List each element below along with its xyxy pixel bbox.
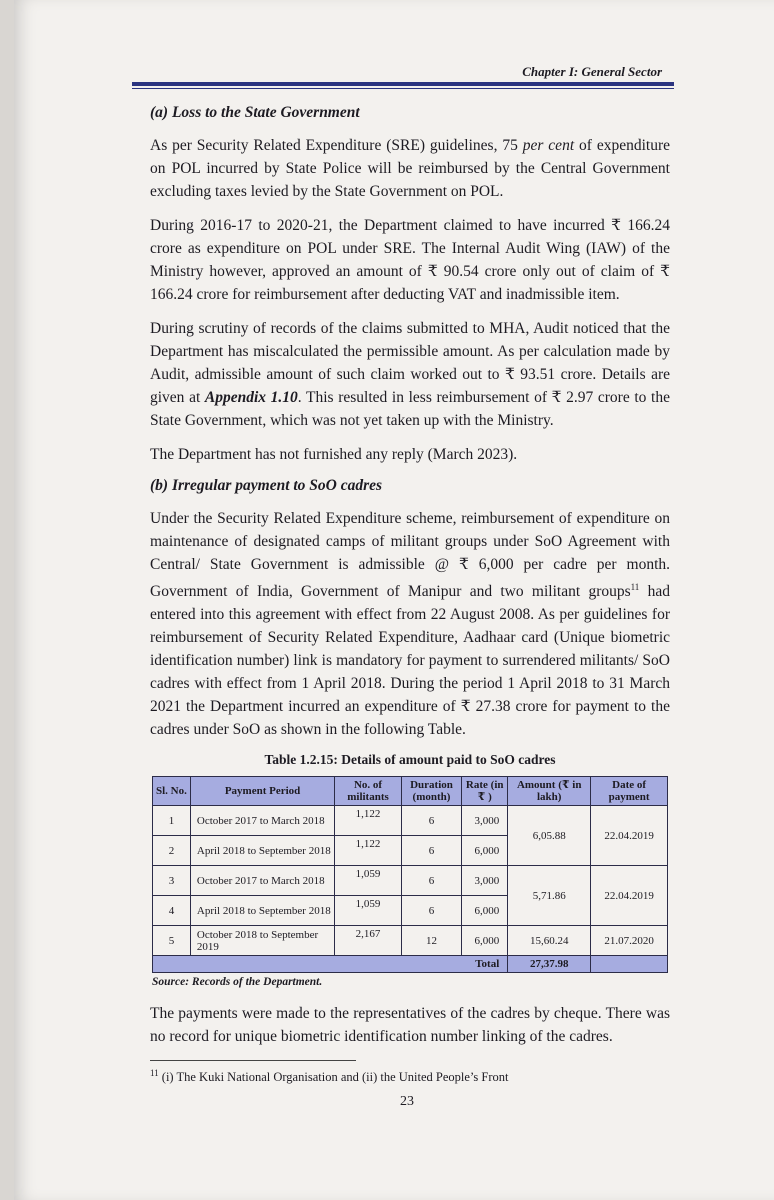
- chapter-header: Chapter I: General Sector: [522, 64, 662, 79]
- cell-period: October 2018 to September 2019: [190, 926, 334, 956]
- appendix-reference[interactable]: Appendix 1.10: [204, 389, 298, 406]
- col-militants: No. of militants: [335, 777, 402, 806]
- cell-sl: 3: [153, 866, 191, 896]
- cell-sl: 5: [153, 926, 191, 956]
- cell-duration: 12: [401, 926, 461, 956]
- text: During scrutiny of records of the claims submitted to MHA, Audit noticed that the Department has miscalculated the permissible amount. As per calculation made by Audit, admissible amount of such claim worked out to ₹ 93.51 crore. Details are given at: [150, 320, 670, 406]
- cell-rate: 3,000: [462, 866, 508, 896]
- page-content: [150, 104, 670, 1059]
- per-cent-italic: per cent: [522, 137, 575, 154]
- cell-militants: 2,167: [335, 926, 402, 956]
- footnote-number: 11: [150, 1068, 159, 1078]
- section-b-heading: (b) Irregular payment to SoO cadres: [150, 477, 383, 494]
- footnote-rule: [150, 1060, 356, 1061]
- table-row: [153, 926, 668, 956]
- cell-duration: 6: [401, 866, 461, 896]
- cell-date: 22.04.2019: [591, 806, 668, 866]
- footnote-text: (i) The Kuki National Organisation and (ii) the United People’s Front: [161, 1070, 509, 1085]
- page-number: 23: [400, 1094, 414, 1109]
- cell-amount: 5,71.86: [508, 866, 591, 926]
- cell-duration: 6: [401, 806, 461, 836]
- header-rule-thin: [132, 88, 674, 89]
- col-amount: Amount (₹ in lakh): [508, 777, 591, 806]
- paragraph-pol-claim: During 2016-17 to 2020-21, the Department claimed to have incurred ₹ 166.24 crore as expenditure on POL under SRE. The Internal Audit Wing (IAW) of the Ministry however, approved an amount of ₹ 90.54 crore only out of claim of ₹ 166.24 crore for reimbursement after deducting VAT and inadmissible item.: [150, 217, 670, 303]
- col-period: Payment Period: [190, 777, 334, 806]
- cell-duration: 6: [401, 836, 461, 866]
- cell-sl: 4: [153, 896, 191, 926]
- text: . This resulted in less reimbursement of ₹ 2.97 crore to the State Government, which was not yet taken up with the Ministry.: [150, 389, 670, 429]
- cell-rate: 6,000: [462, 926, 508, 956]
- total-empty: [591, 956, 668, 973]
- col-date: Date of payment: [591, 777, 668, 806]
- table-total-row: [153, 956, 668, 973]
- cell-militants: 1,122: [335, 806, 402, 836]
- paragraph-soo-scheme: [150, 507, 670, 741]
- col-sl: Sl. No.: [153, 777, 191, 806]
- cell-duration: 6: [401, 896, 461, 926]
- paragraph-no-reply: The Department has not furnished any reply (March 2023).: [150, 446, 518, 463]
- text: had entered into this agreement with effect from 22 August 2008. As per guidelines for reimbursement of Security Related Expenditure, Aadhaar card (Unique biometric identification number) link is mandatory for payment to surrendered militants/ SoO cadres with effect from 1 April 2018. During the period 1 April 2018 to 31 March 2021 the Department incurred an expenditure of ₹ 27.38 crore for payment to the cadres under SoO as shown in the following Table.: [150, 583, 670, 739]
- total-label: Total: [153, 956, 508, 973]
- cell-sl: 1: [153, 806, 191, 836]
- header-rule: [132, 82, 674, 86]
- cell-sl: 2: [153, 836, 191, 866]
- cell-militants: 1,059: [335, 866, 402, 896]
- soo-payment-table: [152, 776, 668, 973]
- cell-amount: 6,05.88: [508, 806, 591, 866]
- col-rate: Rate (in ₹ ): [462, 777, 508, 806]
- text: of expenditure on POL incurred by State Police will be reimbursed by the Central Government excluding taxes levied by the State Government on POL.: [150, 137, 670, 200]
- section-a-heading: (a) Loss to the State Government: [150, 104, 360, 121]
- cell-rate: 6,000: [462, 896, 508, 926]
- table-row: [153, 806, 668, 836]
- cell-rate: 6,000: [462, 836, 508, 866]
- cell-period: April 2018 to September 2018: [190, 836, 334, 866]
- footnote: [150, 1068, 509, 1085]
- paragraph-closing: The payments were made to the representatives of the cadres by cheque. There was no record for unique biometric identification number linking of the cadres.: [150, 1005, 670, 1046]
- cell-date: 22.04.2019: [591, 866, 668, 926]
- cell-amount: 15,60.24: [508, 926, 591, 956]
- table-source: Source: Records of the Department.: [152, 976, 323, 989]
- footnote-marker[interactable]: 11: [630, 582, 640, 592]
- document-page: [14, 0, 774, 1200]
- cell-rate: 3,000: [462, 806, 508, 836]
- cell-period: October 2017 to March 2018: [190, 806, 334, 836]
- cell-period: October 2017 to March 2018: [190, 866, 334, 896]
- cell-militants: 1,059: [335, 896, 402, 926]
- text: As per Security Related Expenditure (SRE) guidelines, 75: [150, 137, 523, 154]
- cell-date: 21.07.2020: [591, 926, 668, 956]
- table-title: Table 1.2.15: Details of amount paid to SoO cadres: [264, 752, 556, 768]
- paragraph-audit-scrutiny: [150, 317, 670, 432]
- paragraph-sre-guidelines: [150, 134, 670, 203]
- table-row: [153, 866, 668, 896]
- cell-period: April 2018 to September 2018: [190, 896, 334, 926]
- text: Under the Security Related Expenditure scheme, reimbursement of expenditure on maintenance of designated camps of militant groups under SoO Agreement with Central/ State Government is admissible @ ₹ 6,000 per cadre per month. Government of India, Government of Manipur and two militant groups: [150, 510, 670, 601]
- cell-militants: 1,122: [335, 836, 402, 866]
- col-duration: Duration (month): [401, 777, 461, 806]
- total-value: 27,37.98: [508, 956, 591, 973]
- table-header-row: [153, 777, 668, 806]
